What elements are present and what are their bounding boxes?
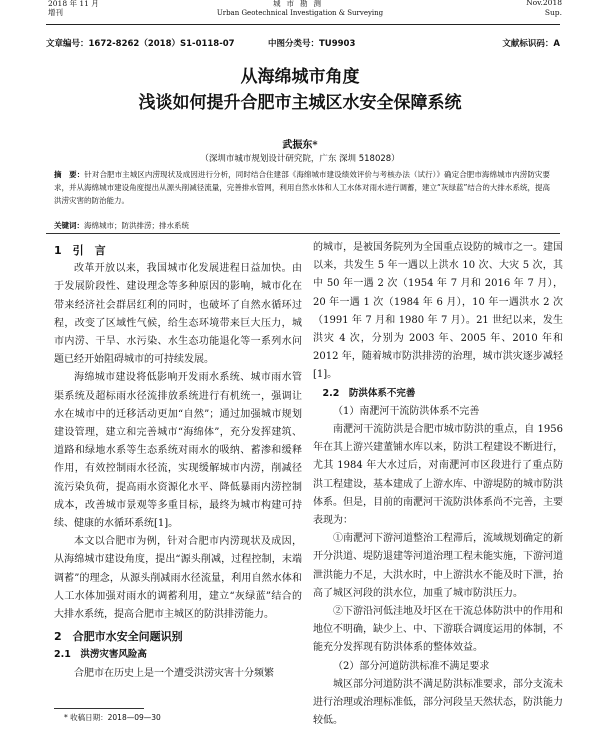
paragraph: 改革开放以来，我国城市化发展进程日益加快。由于发展阶段性、建设理念等多种原因的影响，城市化在带来经济社会群居红利的同时，也破坏了自然水循环过程，改变了区域性气候，给生态环境带来巨大压力，城市内涝、干旱、水污染、水生态功能退化等一系列水问题已经开始阻碍城市的可持续发展。 <box>54 263 302 366</box>
article-number: 文章编号：1672-8262（2018）S1-0118-07 <box>46 39 235 49</box>
left-column <box>54 239 302 683</box>
journal-name-cn: 城市勘测 <box>273 0 327 8</box>
subsection-heading: （1）南淝河干流防洪体系不完善 <box>333 405 480 417</box>
paragraph: 海绵城市建设将低影响开发雨水系统、城市雨水管渠系统及超标雨水径流排放系统进行有机统一，强调让水在城市中的迁移活动更加“自然”；通过加强城市规划建设管理，建立和完善城市“海绵体”，充分发挥建筑、道路和绿地水系等生态系统对雨水的吸纳、蓄渗和缓释作用，有效控制雨水径流，实现缓解城市内涝，削减径流污染负荷，提高雨水资源化水平、降低暴雨内涝控制成本，改善城市景观等多重目标，最终为城市构建可持续、健康的水循环系统[1]。 <box>54 372 302 530</box>
running-header <box>0 0 600 22</box>
header-rule <box>46 24 560 25</box>
footnote-rule <box>54 708 144 709</box>
subsection-heading: （2）部分河道防洪标准不满足要求 <box>333 660 490 672</box>
abstract-label: 摘 要： <box>54 170 85 179</box>
paragraph: ②下游沿河低洼地及圩区在干流总体防洪中的作用和地位不明确，缺少上、中、下游联合调度运用的体制，不能充分发挥现有防洪体系的整体效益。 <box>313 606 563 654</box>
footnote: * 收稿日期：2018—09—30 <box>64 713 161 722</box>
document-code: 文献标识码：A <box>502 39 560 49</box>
title-line-1: 从海绵城市角度 <box>240 67 360 87</box>
author: 武振东* <box>282 140 318 151</box>
keywords <box>54 220 550 231</box>
classification-number: 中图分类号：TU9903 <box>268 39 356 49</box>
issue-date: 2018 年 11 月 <box>48 0 99 8</box>
abstract <box>54 168 550 207</box>
keywords-label: 关键词： <box>54 221 84 230</box>
section-2-1-heading: 2.1 洪涝灾害风险高 <box>54 649 147 661</box>
section-1-heading: 1 引 言 <box>54 244 106 257</box>
paragraph: 的城市，是被国务院列为全国重点设防的城市之一。建国以来，共发生 5 年一遇以上洪水 10 次、大灾 5 次，其中 50 年一遇 2 次（1954 年 7 月和 2016 年 7 月），20 年一遇 1 次（1984 年 6 月），10 年一遇洪水 2 次（1991 年 7 月和 1980 年 7 月）。21 世纪以来，发生洪灾 4 次，分别为 2003 年、2005 年、2010 年和 2012 年，随着城市防洪排涝的治理，城市洪灾逐步减轻[1]。 <box>313 242 563 381</box>
issue-supplement: 增刊 <box>48 8 63 17</box>
journal-name-en: Urban Geotechnical Investigation & Surveying <box>216 9 384 17</box>
keywords-text: 海绵城市；防洪排涝；排水系统 <box>84 221 189 230</box>
paragraph: ①南淝河下游河道整治工程滞后，流域规划确定的新开分洪道、堤防退建等河道治理工程未能实施，下游河道泄洪能力不足，大洪水时，中上游洪水不能及时下泄，抬高了城区河段的洪水位，加重了城市防洪压力。 <box>313 533 563 599</box>
issue-sup-en: Sup. <box>544 8 562 17</box>
paragraph: 城区部分河道防洪不满足防洪标准要求，部分支流未进行治理或治理标准低，部分河段呈天然状态，防洪能力较低。 <box>313 678 563 727</box>
section-2-2-heading: 2.2 防洪体系不完善 <box>322 387 416 399</box>
abstract-rule <box>46 233 560 234</box>
paragraph: 合肥市在历史上是一个遭受洪涝灾害十分频繁 <box>74 667 274 679</box>
paragraph: 南淝河干流防洪是合肥市城市防洪的重点，自 1956 年在其上游兴建董铺水库以来，防洪工程建设不断进行，尤其 1984 年大水过后，对南淝河市区段进行了重点防洪工程建设，基本建成了上游水库、中游堤防的城市防洪体系。但是，目前的南淝河干流防洪体系尚不完善，主要表现为： <box>313 424 563 527</box>
title-line-2: 浅谈如何提升合肥市主城区水安全保障系统 <box>138 93 462 113</box>
section-2-heading: 2 合肥市水安全问题识别 <box>54 630 183 644</box>
right-column <box>313 239 563 730</box>
affiliation: （深圳市城市规划设计研究院，广东 深圳 518028） <box>200 154 400 164</box>
abstract-text: 针对合肥市主城区内涝现状及成因进行分析，同时结合住建部《海绵城市建设绩效评价与考核办法（试行）》确定合肥市海绵城市内涝防灾要求，并从海绵城市建设角度提出从源头削减径流量，完善排水管网，利用自然水体和人工水体对雨水进行调蓄，建立“灰绿蓝”结合的大排水系统，提高洪涝灾害的防治能力。 <box>54 170 551 205</box>
issue-date-en: Nov.2018 <box>526 0 562 7</box>
paragraph: 本文以合肥市为例，针对合肥市内涝现状及成因，从海绵城市建设角度，提出“源头削减，过程控制，末端调蓄”的理念，从源头削减雨水径流量，利用自然水体和人工水体加强对雨水的调蓄利用，建立“灰绿蓝”结合的大排水系统，提高合肥市主城区的防洪排涝能力。 <box>54 536 302 621</box>
